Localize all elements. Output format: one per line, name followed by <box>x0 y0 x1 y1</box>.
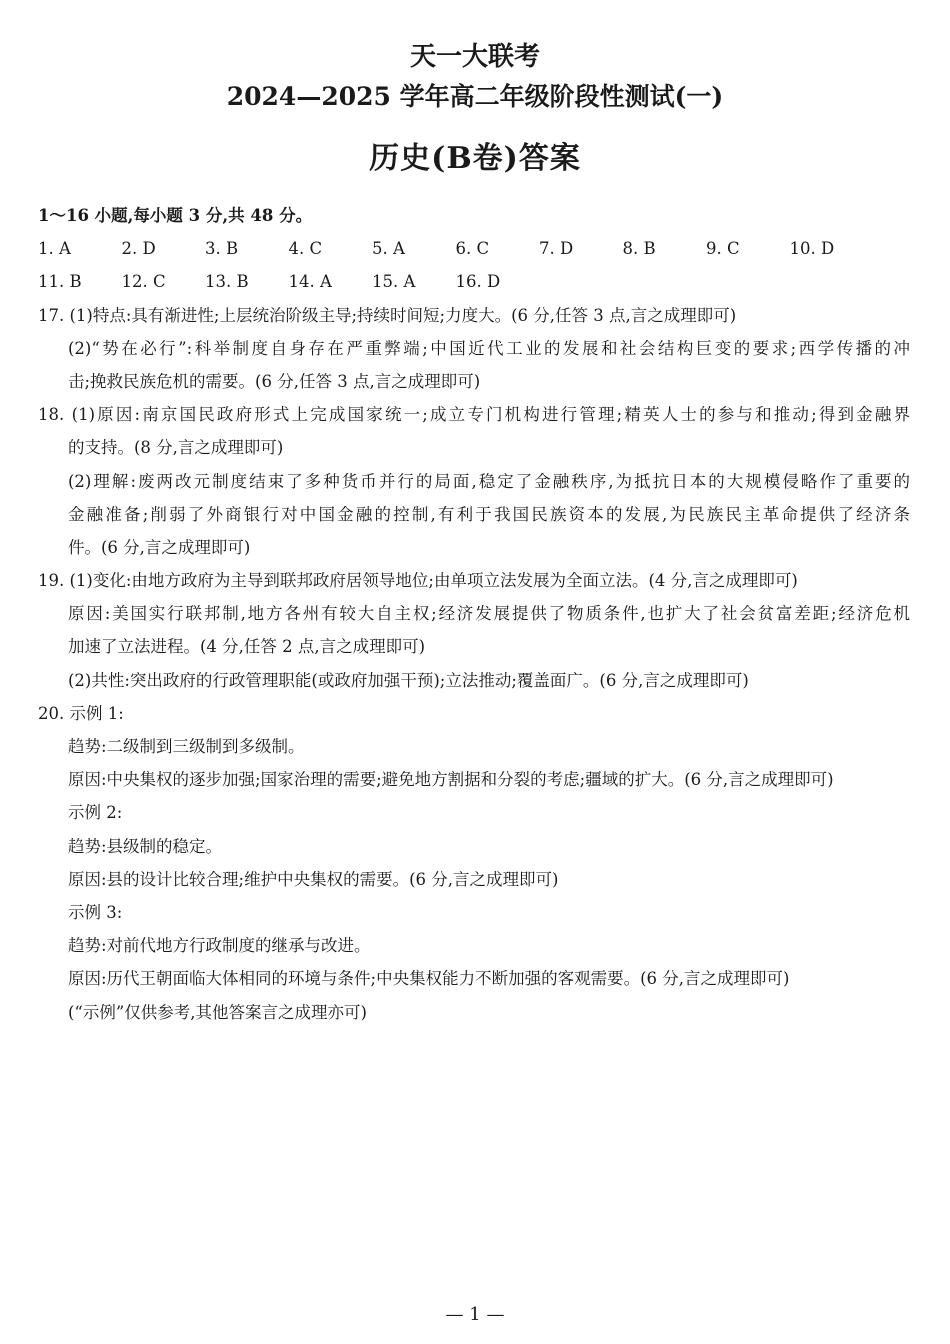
choice-answer: 2. D <box>121 239 156 259</box>
choice-answer: 4. C <box>288 239 323 259</box>
choice-answer: 6. C <box>455 239 490 259</box>
q18-line: 金融准备;削弱了外商银行对中国金融的控制,有利于我国民族资本的发展,为民族民主革命提供了经济条 <box>68 504 910 524</box>
choice-answer: 12. C <box>121 272 166 292</box>
exam-title: 2024—2025 学年高二年级阶段性测试(一) <box>226 82 724 111</box>
choice-answer: 14. A <box>288 272 332 292</box>
choice-answer: 13. B <box>205 272 249 292</box>
q20-line: 示例 3: <box>68 902 123 922</box>
q20-note: (“示例”仅供参考,其他答案言之成理亦可) <box>68 1002 367 1022</box>
choice-answer: 8. B <box>622 239 656 259</box>
q20-line: 原因:历代王朝面临大体相同的环境与条件;中央集权能力不断加强的客观需要。(6 分,言之成理即可) <box>68 969 790 989</box>
q18-line: (2)理解:废两改元制度结束了多种货币并行的局面,稳定了金融秩序,为抵抗日本的大规模侵略作了重要的 <box>68 471 910 491</box>
choice-answer: 5. A <box>372 239 405 259</box>
choice-answer: 15. A <box>372 272 416 292</box>
exam-org-title: 天一大联考 <box>409 42 540 72</box>
answer-body <box>38 199 910 1029</box>
choice-answer: 10. D <box>789 239 835 259</box>
q20-line: 趋势:二级制到三级制到多级制。 <box>68 737 305 756</box>
choice-answer: 16. D <box>455 272 501 292</box>
q19-line: 加速了立法进程。(4 分,任答 2 点,言之成理即可) <box>68 637 426 657</box>
q18-line: 的支持。(8 分,言之成理即可) <box>68 438 284 458</box>
choice-answer: 3. B <box>205 239 239 259</box>
page-number: — 1 — <box>445 1304 505 1325</box>
q20-line: 趋势:县级制的稳定。 <box>68 836 223 856</box>
q20-line: 原因:中央集权的逐步加强;国家治理的需要;避免地方割据和分裂的考虑;疆域的扩大。(6 分,言之成理即可) <box>68 770 834 790</box>
q20-line: 20. 示例 1: <box>38 703 124 723</box>
q19-line: 19. (1)变化:由地方政府为主导到联邦政府居领导地位;由单项立法发展为全面立法。(4 分,言之成理即可) <box>38 571 798 591</box>
q17-line: 击;挽救民族危机的需要。(6 分,任答 3 点,言之成理即可) <box>68 371 481 391</box>
q17-line: (2)“势在必行”:科举制度自身存在严重弊端;中国近代工业的发展和社会结构巨变的要求;西学传播的冲 <box>68 338 910 358</box>
q20-line: 趋势:对前代地方行政制度的继承与改进。 <box>68 936 371 956</box>
choice-answer: 11. B <box>38 272 82 292</box>
choice-answer: 1. A <box>38 239 71 259</box>
choice-answer: 7. D <box>539 239 574 259</box>
choice-intro: 1～16 小题,每小题 3 分,共 48 分。 <box>38 206 313 225</box>
q18-line: 件。(6 分,言之成理即可) <box>68 537 251 557</box>
q18-line: 18. (1)原因:南京国民政府形式上完成国家统一;成立专门机构进行管理;精英人士的参与和推动;得到金融界 <box>38 405 910 425</box>
q17-line: 17. (1)特点:具有渐进性;上层统治阶级主导;持续时间短;力度大。(6 分,任答 3 点,言之成理即可) <box>38 305 737 325</box>
q19-line: (2)共性:突出政府的行政管理职能(或政府加强干预);立法推动;覆盖面广。(6 分,言之成理即可) <box>68 670 749 690</box>
q20-line: 原因:县的设计比较合理;维护中央集权的需要。(6 分,言之成理即可) <box>68 869 559 889</box>
q20-line: 示例 2: <box>68 803 123 823</box>
choice-answers-row-2 <box>38 265 910 298</box>
subject-title: 历史(B卷)答案 <box>369 141 581 176</box>
q19-line: 原因:美国实行联邦制,地方各州有较大自主权;经济发展提供了物质条件,也扩大了社会贫富差距;经济危机 <box>68 604 910 624</box>
choice-answers-row-1 <box>38 232 910 265</box>
choice-answer: 9. C <box>706 239 740 259</box>
